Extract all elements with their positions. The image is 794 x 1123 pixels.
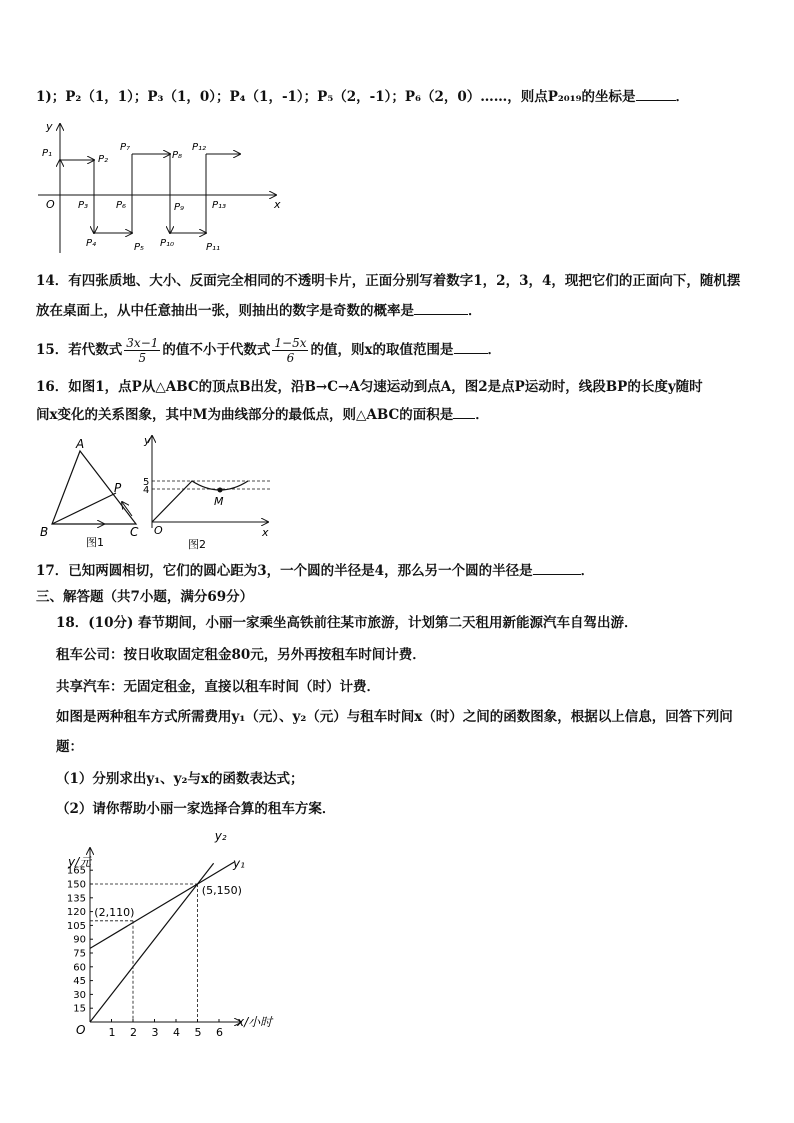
section-header: 三、解答题（共7小题，满分69分）: [36, 589, 254, 605]
point-label: P₆: [116, 200, 127, 211]
point-label: P₄: [86, 238, 97, 249]
x-axis-label: x: [262, 526, 269, 539]
point-label: P₁₀: [160, 238, 175, 249]
x-tick-label: 5: [194, 1026, 202, 1039]
point-label: P₁₃: [212, 200, 227, 211]
answer-blank[interactable]: [453, 406, 475, 419]
y-tick-label: 45: [73, 976, 86, 988]
answer-blank[interactable]: [533, 562, 581, 575]
annotation-5-150: (5,150): [201, 884, 242, 897]
point-label: P₃: [78, 200, 89, 211]
q14-line1: 14．有四张质地、大小、反面完全相同的不透明卡片，正面分别写着数字1，2，3，4，现把它们的正面向下，随机摆: [36, 273, 741, 289]
point-label: P₁₂: [192, 142, 207, 153]
point-label: P₁: [42, 148, 53, 159]
y-axis-label: y: [46, 120, 53, 133]
q13-figure: [36, 118, 286, 258]
origin-label: O: [76, 1023, 86, 1037]
x-tick-label: 1: [108, 1026, 116, 1039]
y-axis-label: y: [144, 434, 151, 447]
tick-5: 5: [143, 477, 150, 488]
q16-figure-2: [140, 432, 280, 550]
answer-blank[interactable]: [454, 341, 488, 354]
point-label: P₉: [174, 202, 185, 213]
y-tick-label: 90: [73, 934, 86, 946]
y-tick-label: 30: [73, 989, 86, 1001]
y-tick-label: 105: [66, 920, 86, 932]
y-tick-label: 120: [66, 907, 86, 919]
vertex-c: C: [130, 525, 139, 539]
origin-label: O: [154, 524, 163, 537]
x-axis-title: x/小时: [237, 1015, 273, 1029]
answer-blank[interactable]: [636, 88, 676, 101]
point-label: P₈: [172, 150, 183, 161]
fraction-2: $\frac{1-5x}{6}$: [274, 336, 307, 365]
fig1-caption: 图1: [86, 536, 104, 549]
q18-line4: 如图是两种租车方式所需费用y₁（元）、y₂（元）与租车时间x（时）之间的函数图象，根据以上信息，回答下列问: [56, 709, 733, 725]
x-tick-label: 6: [216, 1026, 223, 1039]
x-tick-label: 4: [173, 1026, 180, 1039]
q18-line3: 共享汽车：无固定租金，直接以租车时间（时）计费．: [56, 679, 380, 695]
x-tick-label: 2: [130, 1026, 137, 1039]
y-tick-label: 60: [73, 962, 86, 974]
fig2-caption: 图2: [188, 538, 206, 551]
q15-text: 15．若代数式 $\frac{3x-1}{5}$ 的值不小于代数式 $\frac{1-5x}{6}$ 的值，则x的取值范围是 ．: [36, 336, 502, 365]
q16-line2: 间x变化的关系图象，其中M为曲线部分的最低点，则△ABC的面积是 ．: [36, 407, 489, 423]
y-tick-label: 75: [73, 948, 86, 960]
q17-text: 17．已知两圆相切，它们的圆心距为3，一个圆的半径是4，那么另一个圆的半径是 ．: [36, 563, 595, 579]
annotation-2-110: (2,110): [94, 905, 135, 919]
vertex-b: B: [40, 525, 49, 539]
origin-label: O: [46, 198, 55, 211]
y-tick-label: 135: [66, 893, 86, 905]
vertex-a: A: [76, 437, 85, 451]
q18-line5: 题：: [56, 739, 83, 755]
x-axis-label: x: [274, 198, 281, 211]
series-label-y2: y₂: [214, 828, 227, 843]
q14-line2: 放在桌面上，从中任意抽出一张，则抽出的数字是奇数的概率是 ．: [36, 303, 482, 319]
y-axis-title: y/元: [68, 855, 92, 870]
answer-blank[interactable]: [414, 302, 468, 315]
q16-line1: 16．如图1，点P从△ABC的顶点B出发，沿B→C→A匀速运动到点A，图2是点P运动时，线段BP的长度y随时: [36, 379, 703, 395]
fraction-1: $\frac{3x-1}{5}$: [126, 336, 159, 365]
point-label: P₅: [134, 242, 145, 253]
q13-text: 1)；P₂（1，1）；P₃（1，0）；P₄（1，-1）；P₅（2，-1）；P₆（2，0）……，则点P₂₀₁₉的坐标是 ．: [36, 89, 690, 105]
rental-cost-chart: [50, 828, 290, 1043]
y-tick-label: 15: [73, 1003, 86, 1015]
q18-part1: （1）分别求出y₁、y₂与x的函数表达式；: [56, 771, 304, 787]
series-line-y2: [90, 863, 214, 1022]
q18-line1: 18．(10分) 春节期间，小丽一家乘坐高铁前往某市旅游，计划第二天租用新能源汽车自驾出游．: [56, 615, 638, 631]
point-label: P₁₁: [206, 242, 221, 253]
q16-figure-1: [36, 436, 146, 551]
x-tick-label: 3: [151, 1026, 159, 1039]
tick-4: 4: [143, 485, 150, 496]
y-tick-label: 150: [66, 879, 86, 891]
point-label: P₇: [120, 142, 131, 153]
q18-part2: （2）请你帮助小丽一家选择合算的租车方案．: [56, 801, 336, 817]
point-p: P: [114, 481, 122, 495]
series-label-y1: y₁: [232, 856, 245, 871]
q18-line2: 租车公司：按日收取固定租金80元，另外再按租车时间计费．: [56, 647, 426, 663]
y-tick-label: 165: [66, 865, 86, 877]
point-label: P₂: [98, 154, 109, 165]
point-m: M: [214, 495, 224, 508]
